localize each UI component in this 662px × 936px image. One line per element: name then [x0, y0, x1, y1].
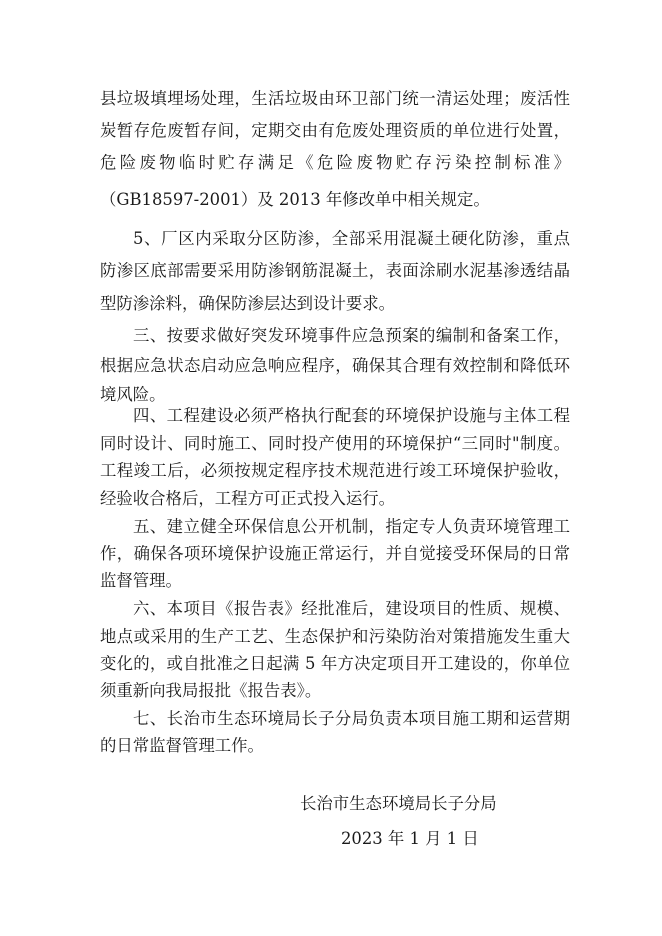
- body-line: 三、按要求做好突发环境事件应急预案的编制和备案工作，: [133, 326, 570, 345]
- body-line: 5、厂区内采取分区防渗，全部采用混凝土硬化防渗，重点: [133, 229, 570, 248]
- body-line: 经验收合格后，工程方可正式投入运行。: [100, 489, 396, 508]
- body-line: （GB18597-2001）及 2013 年修改单中相关规定。: [100, 190, 490, 209]
- signature-date: 2023 年 1 月 1 日: [341, 829, 479, 848]
- body-line: 四、工程建设必须严格执行配套的环境保护设施与主体工程: [133, 406, 570, 425]
- body-line: 须重新向我局报批《报告表》。: [100, 681, 322, 700]
- body-line: 六、本项目《报告表》经批准后，建设项目的性质、规模、: [133, 599, 570, 618]
- signature-organization: 长治市生态环境局长子分局: [300, 794, 497, 813]
- body-line: 地点或采用的生产工艺、生态保护和污染防治对策措施发生重大: [100, 627, 570, 646]
- body-line: 危险废物临时贮存满足《危险废物贮存污染控制标准》: [100, 153, 570, 172]
- body-line: 工程竣工后，必须按规定程序技术规范进行竣工环境保护验收，: [100, 461, 570, 480]
- body-line: 变化的，或自批准之日起满 5 年方决定项目开工建设的，你单位: [100, 654, 570, 673]
- body-line: 防渗区底部需要采用防渗钢筋混凝土，表面涂刷水泥基渗透结晶: [100, 261, 570, 280]
- body-line: 监督管理。: [100, 571, 182, 590]
- body-line: 七、长治市生态环境局长子分局负责本项目施工期和运营期: [133, 709, 570, 728]
- body-line: 境风险。: [100, 385, 166, 404]
- body-line: 同时设计、同时施工、同时投产使用的环境保护“三同时"制度。: [100, 434, 570, 453]
- body-line: 县垃圾填埋场处理，生活垃圾由环卫部门统一清运处理；废活性: [100, 89, 570, 108]
- body-line: 作，确保各项环境保护设施正常运行，并自觉接受环保局的日常: [100, 544, 570, 563]
- body-line: 的日常监督管理工作。: [100, 736, 264, 755]
- body-line: 型防渗涂料，确保防渗层达到设计要求。: [100, 294, 396, 313]
- body-line: 五、建立健全环保信息公开机制，指定专人负责环境管理工: [133, 517, 570, 536]
- body-line: 根据应急状态启动应急响应程序，确保其合理有效控制和降低环: [100, 356, 570, 375]
- body-line: 炭暂存危废暂存间，定期交由有危废处理资质的单位进行处置，: [100, 121, 570, 140]
